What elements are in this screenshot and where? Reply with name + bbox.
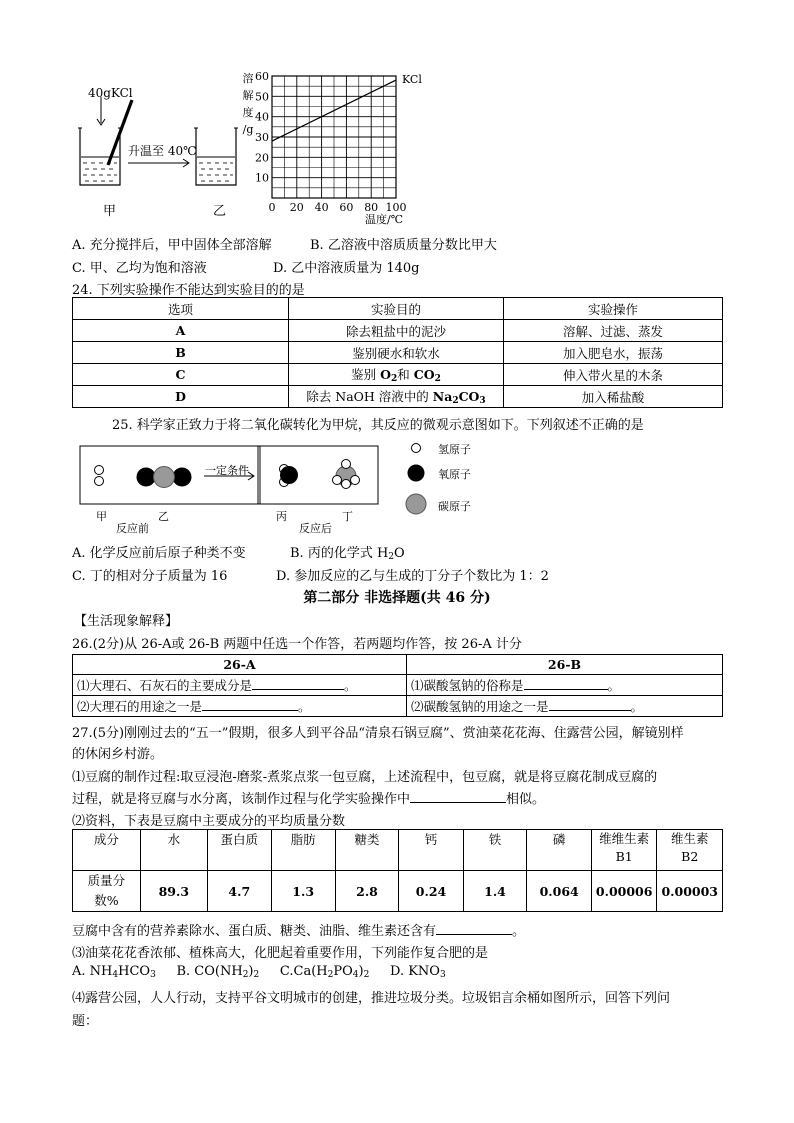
legend-o-label: 氧原子 <box>438 468 471 481</box>
q26b-item1: ⑴碳酸氢钠的俗称是 。 <box>407 675 723 696</box>
header-cell: 蛋白质 <box>207 830 271 871</box>
y-tick-label: 10 <box>255 171 269 185</box>
y-tick-label: 50 <box>255 90 269 104</box>
table-header-row <box>73 655 723 675</box>
x-tick-label: 60 <box>339 201 354 214</box>
option-d: D. $KNO_3$ <box>390 964 446 980</box>
row-option: C <box>73 364 289 386</box>
table-header-row <box>73 830 723 871</box>
table-row <box>73 342 723 364</box>
row-option: A <box>73 320 289 342</box>
label-ding: 丁 <box>342 510 353 523</box>
molecule-h2o <box>280 465 299 487</box>
legend-h-label: 氢原子 <box>438 443 471 456</box>
row-operation: 加入稀盐酸 <box>504 386 723 408</box>
header-cell: 钙 <box>399 830 463 871</box>
q27-p1-b: 过程，就是将豆腐与水分离，该制作过程与化学实验操作中 相似。 <box>72 792 546 807</box>
table-cell: 4.7 <box>207 871 271 912</box>
table-row <box>73 871 723 912</box>
q27-intro-1: 27.(5分)刚刚过去的“五一”假期，很多人到平谷品“清泉石锅豆腐”、赏油菜花花海、住露营公园，解镜别样 <box>72 726 684 741</box>
x-tick-label: 20 <box>289 201 304 214</box>
label-after: 反应后 <box>299 522 332 535</box>
q25-option-b: B. 丙的化学式 $H_2O$ <box>290 546 405 562</box>
row-label: 质量分数% <box>73 871 141 912</box>
header-purpose: 实验目的 <box>289 298 504 320</box>
q24-table <box>72 297 723 408</box>
y-label-char: 解 <box>242 89 254 102</box>
chart-grid <box>272 76 396 198</box>
q25-stem: 25. 科学家正致力于将二氧化碳转化为甲烷，其反应的微观示意图如下。下列叙述不正确的是 <box>112 418 644 433</box>
row-option: D <box>73 386 289 408</box>
table-cell: 1.4 <box>463 871 527 912</box>
table-row <box>73 364 723 386</box>
table-cell: 0.00006 <box>591 871 657 912</box>
molecule-co2 <box>137 467 192 488</box>
arrow-label: 升温至 40℃ <box>128 144 197 158</box>
header-cell: 成分 <box>73 830 141 871</box>
table-row <box>73 386 723 408</box>
q26a-item1: ⑴大理石、石灰石的主要成分是 。 <box>73 675 407 696</box>
molecule-h2 <box>95 466 104 486</box>
chart-x-label: 温度/℃ <box>364 213 404 226</box>
beaker-label-40gkcl: 40gKCl <box>88 86 133 100</box>
label-yi: 乙 <box>158 510 169 523</box>
header-cell: 糖类 <box>335 830 399 871</box>
q27-p4-a: ⑷露营公园，人人行动，支持平谷文明城市的创建，推进垃圾分类。垃圾铝言余桶如图所示，回答下列问 <box>72 991 671 1006</box>
table-header-row <box>73 298 723 320</box>
q27-p3-options <box>72 964 446 980</box>
table-cell: 2.8 <box>335 871 399 912</box>
row-option: B <box>73 342 289 364</box>
label-bing: 丙 <box>276 510 287 523</box>
chart-series <box>272 73 422 141</box>
q23-option-a: A. 充分搅拌后，甲中固体全部溶解 <box>72 238 272 253</box>
q25-option-d: D. 参加反应的乙与生成的丁分子个数比为 1：2 <box>276 569 549 584</box>
caption-yi: 乙 <box>213 204 227 219</box>
y-label-char: /g <box>242 123 254 136</box>
section-label: 【生活现象解释】 <box>74 614 179 629</box>
q27-table <box>72 829 723 912</box>
answer-blank[interactable] <box>524 689 608 690</box>
row-purpose: 鉴别 $O_2$和 $CO_2$ <box>289 364 504 386</box>
q27-p4-b: 题： <box>72 1014 99 1029</box>
row-purpose: 除去粗盐中的泥沙 <box>289 320 504 342</box>
q26b-item2: ⑵碳酸氢钠的用途之一是 。 <box>407 696 723 717</box>
answer-blank[interactable] <box>202 710 298 711</box>
solubility-chart <box>236 70 436 230</box>
label-before: 反应前 <box>116 522 149 535</box>
part2-title: 第二部分 非选择题(共 46 分) <box>303 590 491 606</box>
row-purpose: 鉴别硬水和软水 <box>289 342 504 364</box>
molecule-ch4 <box>333 460 360 489</box>
q27-intro-2: 的休闲乡村游。 <box>72 747 164 762</box>
header-26b: 26-B <box>407 655 723 675</box>
y-tick-label: 40 <box>255 110 269 124</box>
q27-p1-a: ⑴豆腐的制作过程:取豆浸泡-磨浆-煮浆点浆一包豆腐，上述流程中，包豆腐，就是将豆腐花制成豆腐的 <box>72 770 658 785</box>
q26a-item2: ⑵大理石的用途之一是 。 <box>73 696 407 717</box>
header-cell: 维生素 B2 <box>657 830 723 871</box>
header-cell: 脂肪 <box>271 830 335 871</box>
header-cell: 水 <box>140 830 207 871</box>
answer-blank[interactable] <box>410 802 506 803</box>
table-row <box>73 696 723 717</box>
table-cell: 1.3 <box>271 871 335 912</box>
header-cell: 铁 <box>463 830 527 871</box>
header-option: 选项 <box>73 298 289 320</box>
x-tick-label: 100 <box>385 201 407 214</box>
option-a: A. $NH_4HCO_3$ <box>72 964 156 980</box>
table-row <box>73 320 723 342</box>
table-cell: 0.24 <box>399 871 463 912</box>
row-operation: 溶解、过滤、蒸发 <box>504 320 723 342</box>
legend-c-label: 碳原子 <box>438 500 471 513</box>
q27-p2: ⑵资料，下表是豆腐中主要成分的平均质量分数 <box>72 814 346 829</box>
y-label-char: 溶 <box>242 72 254 85</box>
table-cell: 89.3 <box>140 871 207 912</box>
caption-jia: 甲 <box>103 204 117 219</box>
header-operation: 实验操作 <box>504 298 723 320</box>
series-label-kcl: KCl <box>402 73 422 87</box>
y-tick-label: 60 <box>255 70 269 83</box>
q25-option-c: C. 丁的相对分子质量为 16 <box>72 569 228 584</box>
table-cell: 0.064 <box>527 871 591 912</box>
answer-blank[interactable] <box>549 710 631 711</box>
legend-h-icon <box>412 444 421 453</box>
label-jia: 甲 <box>96 510 107 523</box>
legend-o-icon <box>408 465 425 482</box>
legend-c-icon <box>406 494 426 514</box>
table-row <box>73 675 723 696</box>
answer-blank[interactable] <box>252 689 344 690</box>
chart-y-label <box>243 71 254 136</box>
row-operation: 加入肥皂水，振荡 <box>504 342 723 364</box>
header-26a: 26-A <box>73 655 407 675</box>
x-tick-label: 80 <box>364 201 379 214</box>
reaction-condition: 一定条件 <box>205 464 249 477</box>
option-b: B. $CO(NH_2)_2$ <box>176 964 260 980</box>
header-cell: 磷 <box>527 830 591 871</box>
q23-option-c: C. 甲、乙均为饱和溶液 <box>72 261 207 276</box>
q26-table <box>72 654 723 717</box>
x-tick-label: 0 <box>268 201 276 214</box>
row-purpose: 除去 NaOH 溶液中的 $Na_2CO_3$ <box>289 386 504 408</box>
q23-option-d: D. 乙中溶液质量为 140g <box>273 261 420 276</box>
beaker-jia <box>78 97 132 185</box>
header-cell: 维维生素 B1 <box>591 830 657 871</box>
q24-stem: 24. 下列实验操作不能达到实验目的的是 <box>72 283 305 298</box>
beaker-yi <box>194 128 238 185</box>
answer-blank[interactable] <box>436 934 512 935</box>
q26-stem: 26.(2分)从 26-A或 26-B 两题中任选一个作答，若两题均作答，按 26-A 计分 <box>72 637 522 652</box>
y-tick-label: 30 <box>255 131 269 144</box>
y-label-char: 度 <box>242 106 254 119</box>
x-tick-label: 40 <box>314 201 329 214</box>
y-tick-label: 20 <box>255 151 269 165</box>
q27-p3: ⑶油菜花花香浓郁、植株高大，化肥起着重要作用，下列能作复合肥的是 <box>72 946 489 961</box>
option-c: $C.Ca(H_2PO_4)_2$ <box>279 964 370 980</box>
row-operation: 伸入带火星的木条 <box>504 364 723 386</box>
table-cell: 0.00003 <box>657 871 723 912</box>
q25-option-a: A. 化学反应前后原子种类不变 <box>72 546 246 561</box>
q27-nutrient: 豆腐中含有的营养素除水、蛋白质、糖类、油脂、维生素还含有 。 <box>72 924 526 939</box>
q23-option-b: B. 乙溶液中溶质质量分数比甲大 <box>310 238 497 253</box>
